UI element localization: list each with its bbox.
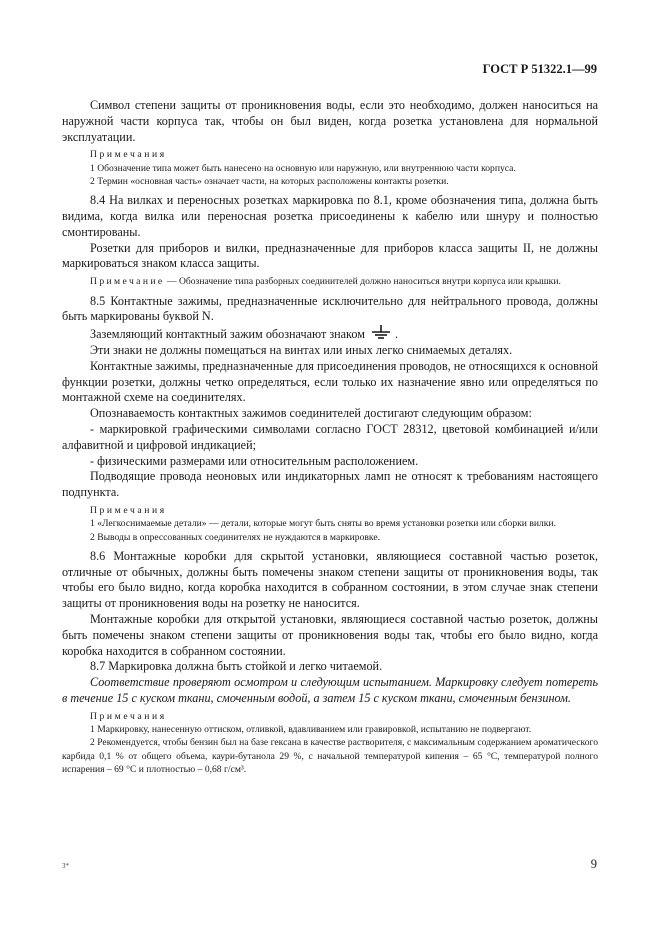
- paragraph: Монтажные коробки для открытой установки, являющиеся составной частью розеток, должны быть помечены знаком степени защиты от проникновения воды так, чтобы его было видно, когда коробка находится в собранном состоянии.: [62, 612, 598, 658]
- paragraph: 8.7 Маркировка должна быть стойкой и легко читаемой.: [90, 659, 383, 674]
- ground-text: Заземляющий контактный зажим обозначают знаком: [90, 327, 365, 342]
- notes-heading: Примечания: [90, 710, 167, 722]
- paragraph: Эти знаки не должны помещаться на винтах или иных легко снимаемых деталях.: [90, 342, 513, 357]
- page-body: [62, 98, 598, 776]
- note-label: Примечание: [90, 276, 165, 288]
- paragraph: Символ степени защиты от проникновения воды, если это необходимо, должен наноситься на наружной части корпуса так, чтобы он был виден, когда розетка установлена для нормальной эксплуатации.: [62, 98, 598, 144]
- paragraph: Опознаваемость контактных зажимов соединителей достигают следующим образом:: [90, 406, 532, 421]
- note-item: 1 Обозначение типа может быть нанесено на основную или наружную, или внутреннюю части корпуса.: [90, 162, 516, 174]
- paragraph: Подводящие провода неоновых или индикаторных ламп не относят к требованиям настоящего подпункта.: [62, 469, 598, 500]
- paragraph: 8.4 На вилках и переносных розетках маркировка по 8.1, кроме обозначения типа, должна быть видима, когда вилка или переносная розетка присоединены к кабелю или шнуру и полностью смонтированы.: [62, 193, 598, 239]
- note-item: 2 Выводы в опрессованных соединителях не нуждаются в маркировке.: [90, 531, 380, 543]
- paragraph: - физическими размерами или относительным расположением.: [90, 453, 419, 468]
- test-procedure: Соответствие проверяют осмотром и следующим испытанием. Маркировку следует потереть в течение 15 с куском ткани, смоченным водой, а затем 15 с куском ткани, смоченным бензином.: [62, 675, 598, 705]
- notes-heading: Примечания: [90, 504, 167, 516]
- ground-symbol-icon: [370, 325, 392, 339]
- page-number: 9: [590, 857, 597, 871]
- inline-note: [62, 275, 598, 288]
- paragraph: 8.6 Монтажные коробки для скрытой установки, являющиеся составной частью розеток, отличные от обычных, должны быть помечены знаком степени защиты от проникновения воды, так чтобы его было видно, когда коробка находится в собранном состоянии, в этом случае знак степени защиты от проникновения воды на розетку не наносится.: [62, 548, 598, 611]
- note-item: 2 Рекомендуется, чтобы бензин был на базе гексана в качестве растворителя, с максимальным содержанием ароматического карбида 0,1 % от общего объема, каури-бутанола 29 %, с начальной температурой кипения – 65 °С, температурой полного испарения – 69 °С и плотностью – 0,68 г/см³.: [62, 737, 598, 775]
- paragraph: 8.5 Контактные зажимы, предназначенные исключительно для нейтрального провода, должны быть маркированы буквой N.: [62, 293, 598, 324]
- note-text: — Обозначение типа разборных соединителей должно наноситься внутри корпуса или крышки.: [164, 276, 561, 288]
- document-code: ГОСТ Р 51322.1—99: [482, 62, 597, 76]
- note-item: 2 Термин «основная часть» означает части, на которых расположены контакты розетки.: [90, 175, 449, 187]
- paragraph: - маркировкой графическими символами согласно ГОСТ 28312, цветовой комбинацией и/или алфавитной и цифровой индикацией;: [62, 421, 598, 452]
- paragraph-ground: [62, 325, 598, 343]
- paragraph: Розетки для приборов и вилки, предназначенные для приборов класса защиты II, не должны маркироваться знаком класса защиты.: [62, 240, 598, 271]
- paragraph: Контактные зажимы, предназначенные для присоединения проводов, не относящихся к основной функции розетки, должны четко определяться, если только их назначение явно или определяться по монтажной схеме на соединителях.: [62, 358, 598, 405]
- notes-heading: Примечания: [90, 149, 167, 161]
- note-item: 1 «Легкоснимаемые детали» — детали, которые могут быть сняты во время установки розетки или сборки вилки.: [90, 518, 556, 530]
- note-item: 1 Маркировку, нанесенную оттиском, отливкой, вдавливанием или гравировкой, испытанию не подвергают.: [90, 724, 532, 736]
- signature-mark: 3*: [62, 862, 69, 870]
- ground-text-end: .: [394, 327, 399, 342]
